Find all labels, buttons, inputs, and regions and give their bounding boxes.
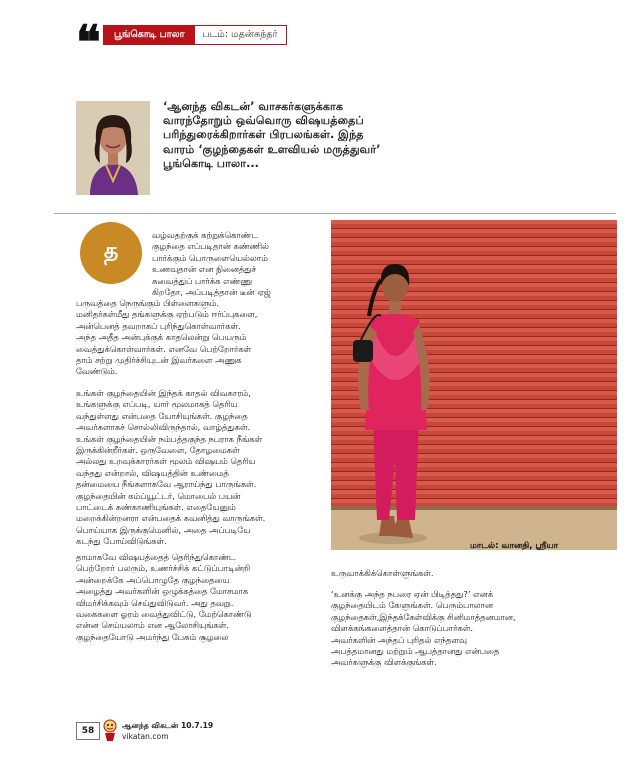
text-line: பொய்யாக இருக்குமெனில், அதை அப்படியே — [76, 524, 251, 535]
author-label: பூங்கொடி பாலா — [104, 26, 195, 44]
text-line: பார்க்கும் பொருளையெல்லாம் — [152, 252, 268, 263]
text-line: உங்கள் குழந்தையின் இந்தக் காதல் விவகாரம், — [76, 388, 251, 398]
text-line: வந்தது என்றால், விஷயத்தின் உண்மைத் — [76, 467, 229, 478]
text-line: விமர்சிக்கவும் செய்துவிடுவர். அது தவறு. — [76, 597, 234, 608]
text-line: அந்த அதீத அன்புக்குக் காதலென்று பெயரும் — [76, 332, 247, 343]
text-line: என்ன செய்யலாம் என ஆலோசியுங்கள். — [76, 620, 229, 631]
text-line: ‘உனக்கு அந்த நபரை ஏன் பிடித்தது?’ எனக் — [331, 589, 494, 599]
text-line: கிறதோ, அப்படித்தான் டீன் ஏஜ் — [152, 286, 271, 297]
paragraph-1-rest — [76, 298, 318, 378]
text-line: பருவத்தை நெருங்கும் பிள்ளைகளும். — [76, 298, 219, 308]
byline — [103, 25, 287, 45]
text-line: அவர்களாகச் சொல்லிவிருந்தால், வாழ்த்துகள். — [76, 422, 251, 433]
text-line: மறைக்கின்றனரா என்பதைக் கவனித்து வாருங்கள். — [76, 513, 266, 524]
intro-line: வாரந்தோறும் ஒவ்வொரு விஷயத்தைப் — [163, 114, 364, 128]
text-line: சுவைத்துப் பார்க்க எண்ணு — [152, 275, 252, 286]
paragraph-4 — [331, 568, 617, 579]
drop-cap: த — [80, 222, 142, 284]
author-portrait — [76, 101, 150, 195]
website-link[interactable]: vikatan.com — [122, 732, 169, 741]
paragraph-1-indented — [152, 230, 318, 298]
text-line: உணவுதான் என நினைத்துச் — [152, 264, 257, 275]
text-line: இருக்கின்றீர்கள். ஒருவேளை, தோழமைகள் — [76, 444, 240, 455]
text-line: அல்லது உறவுக்காரர்கள் மூலம் விஷயம் தெரிய — [76, 456, 256, 467]
text-line: வைத்துக்கொள்வார்கள். எனவே பெற்றோர்கள் — [76, 343, 252, 354]
text-line: வேண்டும். — [76, 366, 118, 377]
text-line: தாமாகவே விஷயத்தைத் தெரிந்துகொண்ட — [76, 552, 236, 562]
intro-line: வாரம் ‘குழந்தைகள் உளவியல் மருத்துவர்’ — [163, 142, 381, 156]
text-line: உருவாக்கிக்கொள்ளுங்கள். — [331, 568, 434, 578]
text-line: அவர்களின் அந்தப் புரிதல் எந்தளவு — [331, 634, 467, 645]
text-line: மனிதர்கள்மீது தங்களுக்கு ஏற்படும் ஈர்ப்புகளை, — [76, 309, 258, 320]
text-line: உங்கள் குழந்தையின் நம்பத்தகுந்த நபராக நீங்கள் — [76, 433, 263, 444]
page-number: 58 — [76, 722, 100, 740]
intro-text — [163, 100, 403, 171]
text-line: குழந்தை எப்படிதான் கண்ணில் — [152, 241, 269, 252]
text-line: பெற்றோர் பலரும், உணர்ச்சிக் கட்டுப்பாடின்றி — [76, 563, 251, 574]
photo-credit: படம்: மதன்சுந்தர் — [202, 29, 278, 40]
paragraph-5 — [331, 589, 617, 669]
text-line: அவர்களுக்கு விளக்குங்கள். — [331, 657, 437, 668]
text-line: அன்றைக்கே அப்பொழுதே குழந்தையை — [76, 574, 230, 585]
intro-line: ‘ஆனந்த விகடன்’ வாசகர்களுக்காக — [163, 100, 344, 113]
intro-line: பூங்கொடி பாலா... — [163, 156, 259, 170]
text-line: அழைத்து அவர்களின் ஒழுக்கத்தை மோசமாக — [76, 586, 249, 597]
text-line: பாட்டைக் கண்காணியுங்கள். எதையேனும் — [76, 501, 236, 512]
paragraph-3 — [76, 552, 318, 643]
text-line: குழந்தையிடம் கேளுங்கள். பெரும்பாலான — [331, 600, 493, 611]
photo-caption: மாடல்: வானதி, ஸ்ரீயா — [470, 541, 559, 551]
text-line: வந்துள்ளது என்பதை யோசியுங்கள். குழந்தை — [76, 410, 248, 421]
text-line: வழ்வதற்குக் கற்றுக்கொண்ட — [152, 230, 258, 240]
text-line: அன்பெனத் தவறாகப் புரிந்துகொள்வார்கள். — [76, 320, 241, 331]
text-line: குழந்தையின் கம்ப்யூட்டர், மொபைல் பயன் — [76, 490, 241, 501]
text-line: விளக்கங்களைத்தான் கொடுப்பார்கள். — [331, 623, 474, 634]
text-line: உங்களுக்கு எப்படி, யார் மூலமாகத் தெரிய — [76, 399, 238, 410]
text-line: தாம் சற்று முதிர்ச்சியுடன் இவர்களை அணுக — [76, 354, 242, 365]
model-photo — [331, 220, 617, 550]
intro-line: பரிந்துரைக்கிறார்கள் பிரபலங்கள். இந்த — [163, 128, 364, 142]
text-line: கடந்து போய்விடுங்கள். — [76, 536, 167, 547]
text-line: அபத்தமானது மற்றும் ஆபத்தானது என்பதை — [331, 645, 500, 656]
quote-mark-icon: ❝ — [76, 15, 101, 69]
text-line: வகைகளை ஓரம் வைத்துவிட்டு, மேற்கொண்டு — [76, 608, 252, 619]
text-line: தன்மையை நீங்களாகவே ஆராய்ந்து பாருங்கள். — [76, 479, 257, 490]
magazine-issue: ஆனந்த விகடன் 10.7.19 — [122, 721, 214, 730]
magazine-logo-icon — [102, 719, 118, 741]
paragraph-2 — [76, 388, 318, 547]
section-divider — [54, 213, 616, 214]
text-line: குழந்தைகள்,இந்தக்கேள்விக்கு சினிமாத்தனமான, — [331, 611, 516, 622]
text-line: குழந்தையோடு அமர்ந்து பேசும் சூழலை — [76, 631, 229, 642]
